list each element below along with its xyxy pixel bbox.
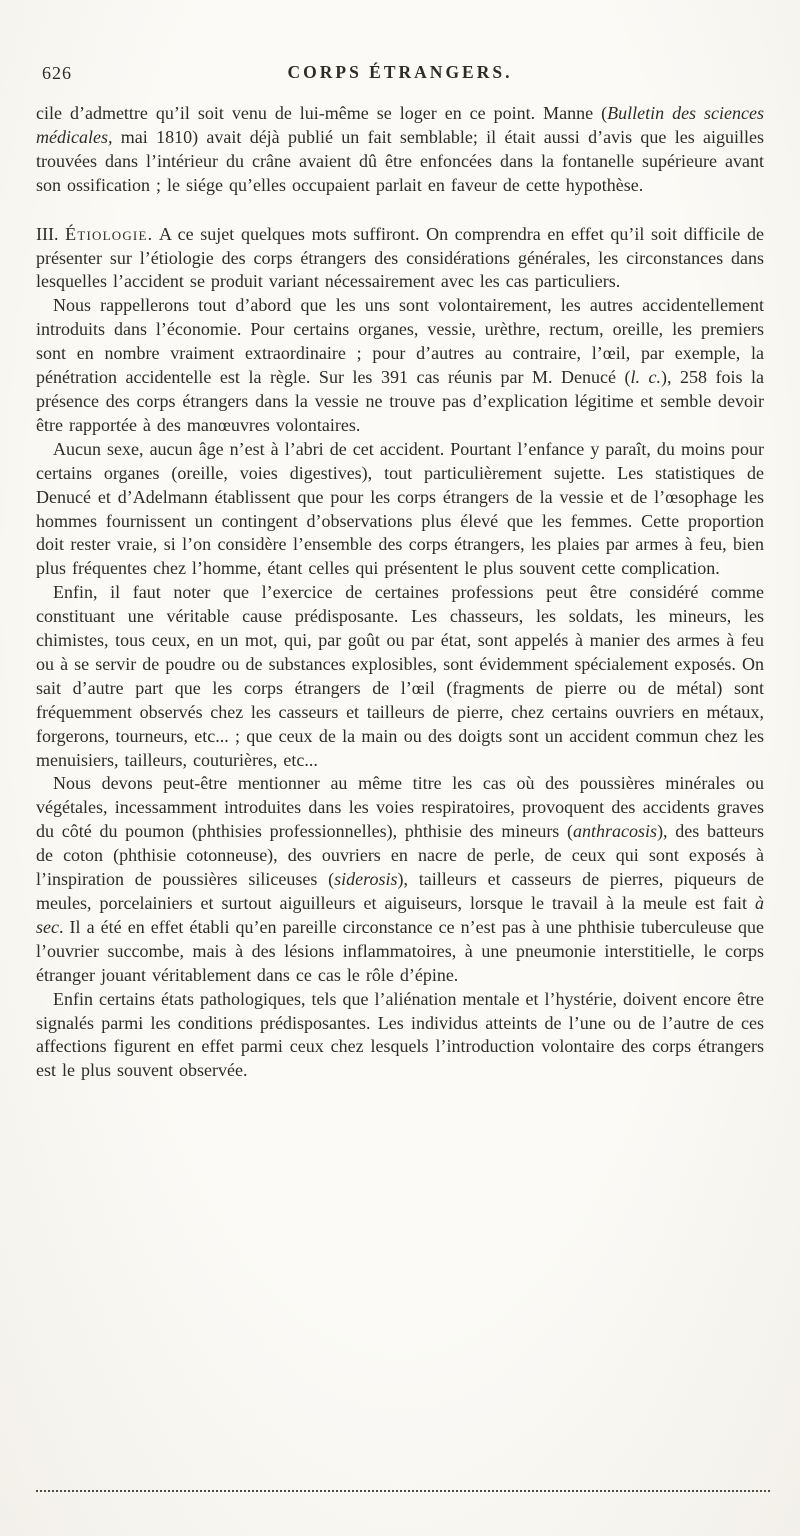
- text-segment: Aucun sexe, aucun âge n’est à l’abri de cet accident. Pourtant l’enfance y paraît, du moins pour certains organes (oreille, voies digestives), tout particulièrement sujette. Les statistiques de Denucé et d’Adelmann établissent que pour les corps étrangers de la vessie et de l’œsophage les hommes fournissent un contingent d’observations plus élevé que les femmes. Cette proportion doit rester vraie, si l’on considère l’ensemble des corps étrangers, les plaies par armes à feu, bien plus fréquentes chez l’homme, étant celles qui présentent le plus souvent cette complication.: [36, 438, 764, 579]
- text-segment: Bulletin des sciences médicales,: [36, 103, 765, 147]
- text-segment: Étiologie.: [65, 223, 154, 244]
- text-segment: à sec: [36, 893, 764, 937]
- text-segment: . Il a été en effet établi qu’en pareille circonstance ce n’est pas à une phthisie tuberculeuse que l’ouvrier succombe, mais à des lésions inflammatoires, à une pneumonie interstitielle, le corps étranger jouant véritablement dans ce cas le rôle d’épine.: [36, 916, 764, 985]
- paragraph: [36, 223, 764, 295]
- page-number: 626: [42, 63, 72, 83]
- paragraph: [36, 581, 764, 772]
- text-segment: mai 1810) avait déjà publié un fait semblable; il était aussi d’avis que les aiguilles trouvées dans l’intérieur du crâne avaient dû être enfoncées dans la fontanelle supérieure avant son ossification ; le siége qu’elles occupaient parlait en faveur de cette hypothèse.: [36, 126, 764, 195]
- text-segment: A ce sujet quelques mots suffiront. On comprendra en effet qu’il soit difficile de présenter sur l’étiologie des corps étrangers des considérations générales, les circonstances dans lesquelles l’accident se produit variant nécessairement avec les cas particuliers.: [36, 223, 764, 292]
- paragraph: [36, 294, 764, 437]
- paragraph: [36, 772, 764, 987]
- paragraph: [36, 988, 764, 1084]
- text-segment: l. c.: [630, 367, 661, 388]
- text-segment: ), 258 fois la présence des corps étrangers dans la vessie ne trouve pas d’explication légitime et semble devoir être rapportée à des manœuvres volontaires.: [36, 367, 764, 435]
- page-body: [36, 102, 764, 1083]
- text-segment: Nous rappellerons tout d’abord que les uns sont volontairement, les autres accidentellement introduits dans l’économie. Pour certains organes, vessie, urèthre, rectum, oreille, les premiers sont en nombre vraiment extraordinaire ; pour d’autres au contraire, l’œil, par exemple, la pénétration accidentelle est la règle. Sur les 391 cas réunis par M. Denucé (: [36, 295, 764, 388]
- page-header: [36, 62, 764, 88]
- bottom-dotted-rule: [36, 1490, 770, 1492]
- text-segment: Enfin, il faut noter que l’exercice de certaines professions peut être considéré comme constituant une véritable cause prédisposante. Les chasseurs, les soldats, les mineurs, les chimistes, tous ceux, en un mot, qui, par goût ou par état, sont appelés à manier des armes à feu ou à se servir de poudre ou de substances explosibles, sont évidemment spécialement exposés. On sait d’autre part que les corps étrangers de l’œil (fragments de pierre ou de métal) sont fréquemment observés chez les casseurs et tailleurs de pierre, chez certains ouvriers en métaux, forgerons, tourneurs, etc... ; que ceux de la main ou des doigts sont un accident commun chez les menuisiers, tailleurs, couturières, etc...: [36, 582, 764, 770]
- text-segment: siderosis: [334, 869, 398, 890]
- text-segment: ), tailleurs et casseurs de pierres, piqueurs de meules, porcelainiers et surtout aiguilleurs et aiguiseurs, lorsque le travail à la meule est fait: [36, 869, 764, 913]
- text-segment: ), des batteurs de coton (phthisie cotonneuse), des ouvriers en nacre de perle, de ceux qui sont exposés à l’inspiration de poussières siliceuses (: [36, 821, 765, 890]
- paragraph: [36, 102, 764, 198]
- paragraph: [36, 438, 764, 581]
- text-segment: cile d’admettre qu’il soit venu de lui-même se loger en ce point. Manne (: [36, 103, 608, 123]
- text-segment: Nous devons peut-être mentionner au même titre les cas où des poussières minérales ou végétales, incessamment introduites dans les voies respiratoires, provoquent des accidents graves du côté du poumon (phthisies professionnelles), phthisie des mineurs (: [36, 773, 764, 842]
- text-segment: anthracosis: [573, 821, 658, 842]
- text-segment: Enfin certains états pathologiques, tels que l’aliénation mentale et l’hystérie, doivent encore être signalés parmi les conditions prédisposantes. Les individus atteints de l’une ou de l’autre de ces affections figurent en effet parmi ceux chez lesquels l’introduction volontaire des corps étrangers est le plus souvent observée.: [36, 988, 764, 1081]
- text-segment: III.: [36, 223, 66, 244]
- running-title: CORPS ÉTRANGERS.: [287, 62, 513, 82]
